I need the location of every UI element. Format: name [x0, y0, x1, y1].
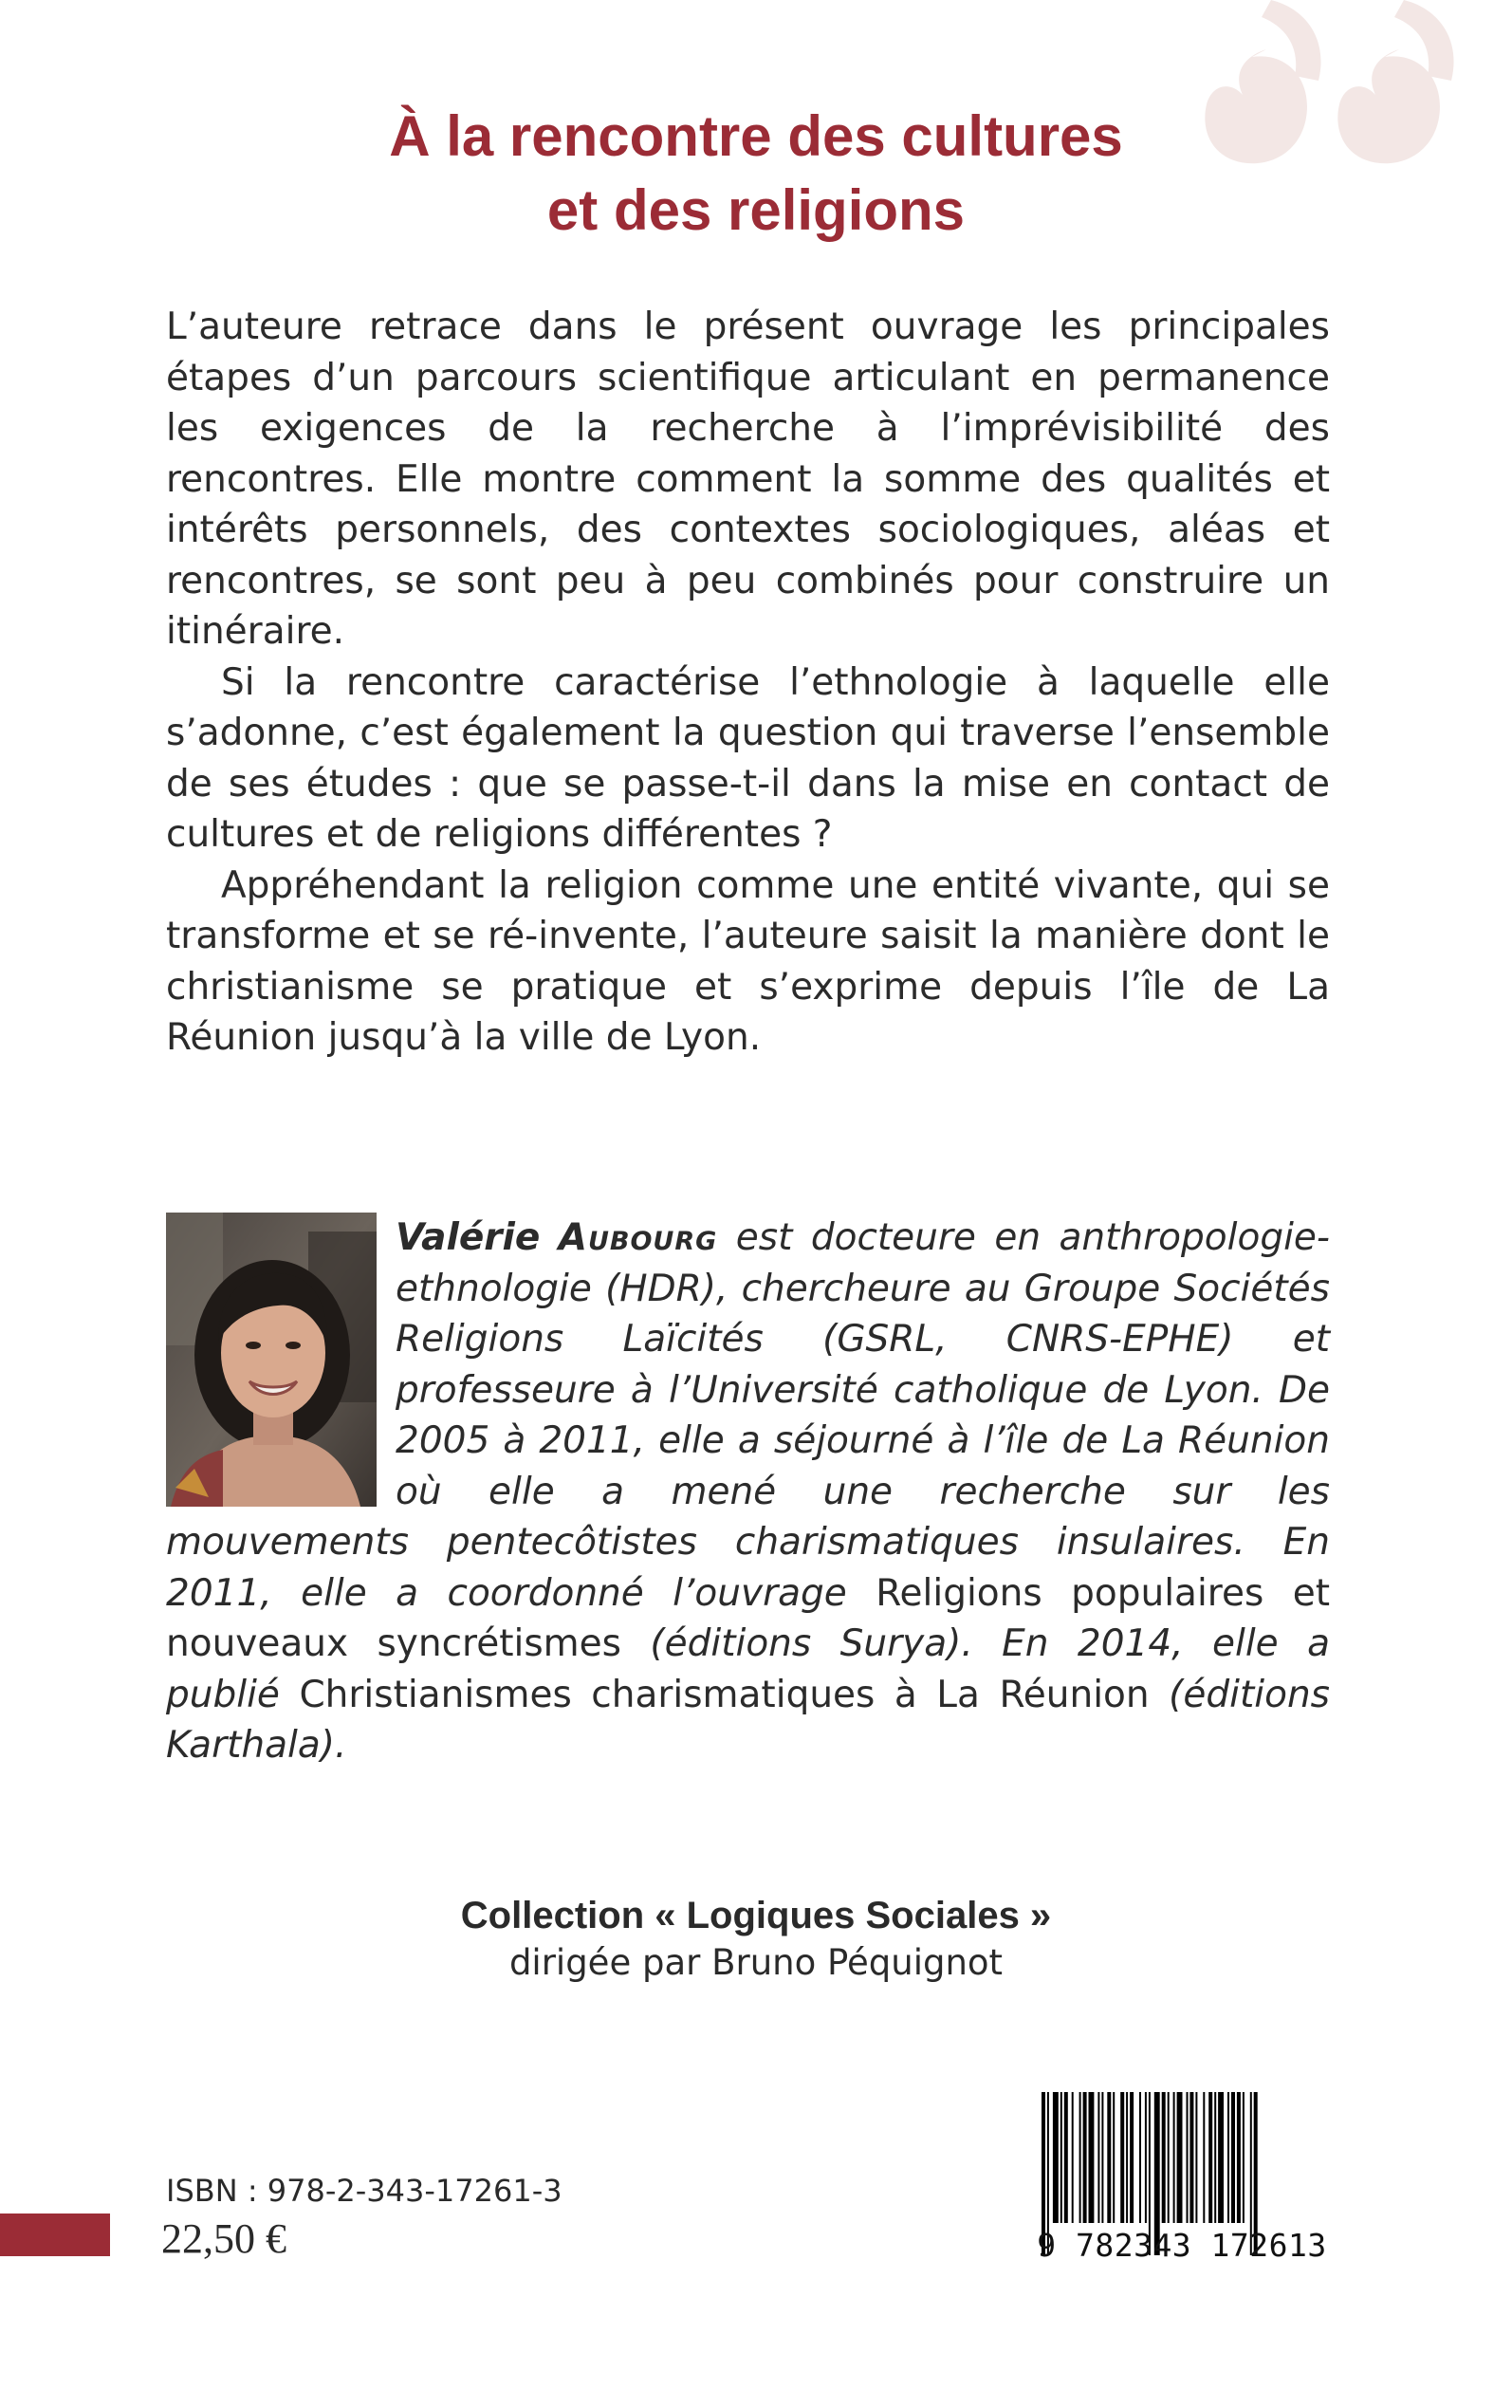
summary-paragraph-1: L’auteure retrace dans le présent ouvrage les principales étapes d’un parcours scientifique articulant en permanence les exigences de la recherche à l’imprévisibilité des rencontres. Elle montre comment la somme des qualités et intérêts personnels, des contextes sociologiques, aléas et rencontres, se sont peu à peu combinés pour construire un itinéraire. [166, 306, 1330, 653]
book-1-publisher: (éditions Surya). [650, 1622, 973, 1665]
book-title-line-2: et des religions [546, 178, 966, 242]
barcode-digits: 9 782343 172613 [1037, 2227, 1327, 2264]
bio-text-1: est docteure en anthropologie-ethnologie (HDR), chercheure au Groupe Sociétés Religions Laïcités (GSRL, CNRS-EPHE) et professeure à l’Université catholique de Lyon. De 2005 à 2011, elle a séjourné à l’île de La Réunion où elle a mené une recherche sur les mouvements pentecôtistes charismatiques insulaires. En 2011, elle a coordonné l’ouvrage [166, 1216, 1331, 1615]
summary-paragraph-2: Si la rencontre caractérise l’ethnologie à laquelle elle s’adonne, c’est également la question qui traverse l’ensemble de ses études : que se passe-t-il dans la mise en contact de cultures et de religions différentes ? [166, 660, 1330, 856]
collection-info [0, 1892, 1512, 1987]
author-last-name: Aubourg [558, 1216, 718, 1259]
author-first-name: Valérie [396, 1216, 541, 1259]
book-title [0, 100, 1512, 248]
collection-director: dirigée par Bruno Péquignot [508, 1942, 1004, 1983]
price-accent-bar [0, 2214, 110, 2256]
book-title-line-1: À la rencontre des cultures [389, 104, 1123, 168]
collection-name: Collection « Logiques Sociales » [460, 1895, 1052, 1936]
summary-paragraph-3: Appréhendant la religion comme une entité vivante, qui se transforme et se ré-invente, l’auteure saisit la manière dont le christianisme se pratique et s’exprime depuis l’île de La Réunion jusqu’à la ville de Lyon. [166, 863, 1330, 1059]
book-2-publisher: (éditions Karthala). [166, 1673, 1330, 1767]
bio-text-2: En 2014, elle a publié [166, 1622, 1330, 1716]
book-summary [166, 302, 1330, 1064]
book-2-title: Christianismes charismatiques à La Réunion [299, 1673, 1150, 1716]
isbn: ISBN : 978-2-343-17261-3 [166, 2173, 562, 2209]
price: 22,50 € [161, 2215, 286, 2262]
author-bio [166, 1213, 1330, 1771]
book-1-title: Religions populaires et nouveaux syncrétismes [166, 1571, 1330, 1665]
